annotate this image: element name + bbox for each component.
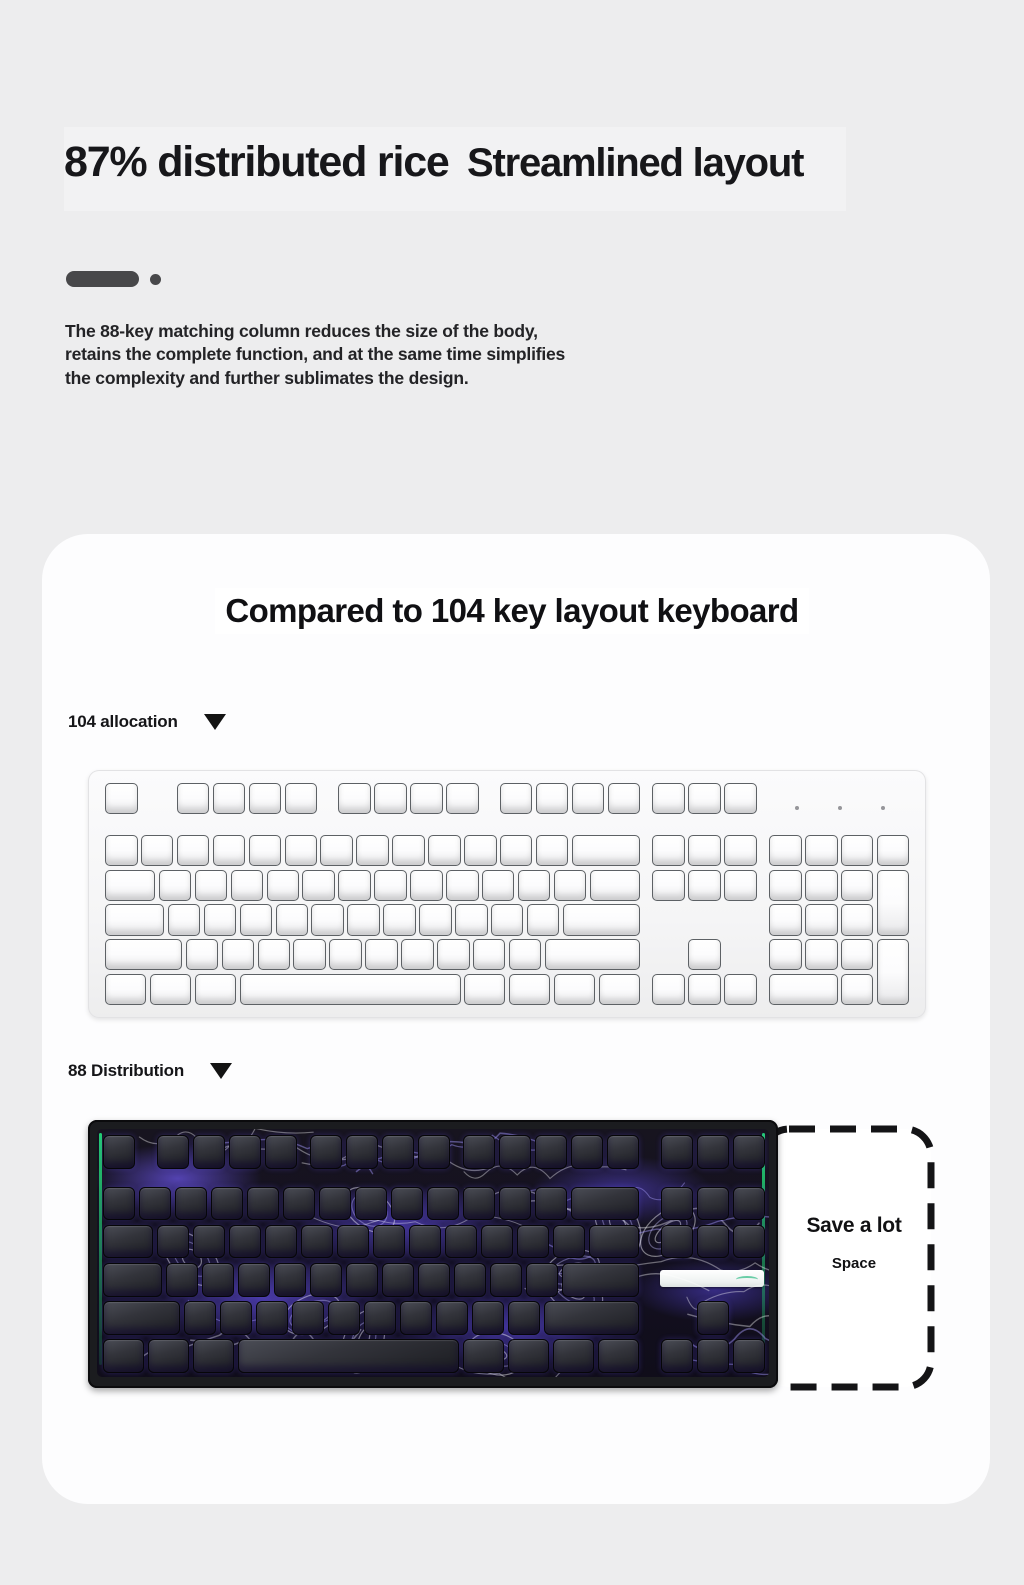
keycap: [571, 1187, 639, 1221]
keycap: [292, 1301, 324, 1335]
keycap: [544, 1301, 639, 1335]
keycap: [285, 835, 318, 866]
keycap: [455, 904, 488, 935]
keycap: [184, 1301, 216, 1335]
keycap: [535, 1135, 567, 1169]
keycap: [841, 835, 874, 866]
keycap: [177, 835, 210, 866]
hero-paragraph-line: retains the complete function, and at the same time simplifies: [65, 344, 566, 365]
keycap: [599, 974, 640, 1005]
keycap: [265, 1135, 297, 1169]
keycap: [105, 904, 164, 935]
keycap: [222, 939, 255, 970]
keycap: [724, 870, 757, 901]
badge-squiggle-mark: [736, 1276, 758, 1283]
keycap: [724, 974, 757, 1005]
keycap: [553, 1339, 594, 1373]
keycap: [231, 870, 264, 901]
keycap: [598, 1339, 639, 1373]
keycap: [428, 835, 461, 866]
keycap: [688, 939, 721, 970]
hero-paragraph: [65, 320, 725, 390]
green-accent-left: [99, 1133, 102, 1365]
keycap: [383, 904, 416, 935]
keycap: [103, 1187, 135, 1221]
keycap: [509, 939, 542, 970]
keycap: [193, 1135, 225, 1169]
label-88-text: 88 Distribution: [68, 1061, 185, 1080]
saved-space-line2: Space: [831, 1255, 877, 1272]
keycap: [382, 1263, 414, 1297]
keyboard-88-black: [88, 1120, 778, 1388]
keycap: [240, 904, 273, 935]
keycap: [427, 1187, 459, 1221]
keycap: [769, 939, 802, 970]
keycap: [103, 1301, 180, 1335]
keycap: [697, 1225, 729, 1259]
keycap: [168, 904, 201, 935]
keycap: [204, 904, 237, 935]
keycap: [571, 1135, 603, 1169]
keycap: [589, 1225, 639, 1259]
keycap: [499, 1187, 531, 1221]
keycap: [697, 1187, 729, 1221]
keycap: [526, 1263, 558, 1297]
keycap: [356, 835, 389, 866]
hero-paragraph-line: The 88-key matching column reduces the size of the body,: [65, 321, 538, 341]
keycap: [193, 1339, 234, 1373]
keycap: [202, 1263, 234, 1297]
keycap: [256, 1301, 288, 1335]
heading-left: 87% distributed rice: [64, 138, 449, 186]
keycap: [436, 1301, 468, 1335]
keycap: [419, 904, 452, 935]
keycap: [141, 835, 174, 866]
keycap: [527, 904, 560, 935]
keycap: [157, 1225, 189, 1259]
keycap: [652, 783, 685, 814]
keycap: [877, 870, 910, 936]
keycap: [401, 939, 434, 970]
keycap: [258, 939, 291, 970]
keycap: [805, 870, 838, 901]
keycap: [805, 904, 838, 935]
keycap: [724, 783, 757, 814]
keycap: [240, 974, 461, 1005]
keycap: [769, 870, 802, 901]
keycap: [733, 1187, 765, 1221]
keycap: [355, 1187, 387, 1221]
keycap: [499, 1135, 531, 1169]
keycap: [563, 904, 640, 935]
keycap: [697, 1301, 729, 1335]
keycap: [481, 1225, 513, 1259]
keycap: [302, 870, 335, 901]
keycap: [446, 870, 479, 901]
keycap: [229, 1225, 261, 1259]
keycap: [500, 783, 533, 814]
keycap: [508, 1301, 540, 1335]
keycap: [572, 783, 605, 814]
keycap: [105, 783, 138, 814]
keycap: [472, 1301, 504, 1335]
keycap: [553, 1225, 585, 1259]
keycap: [148, 1339, 189, 1373]
label-104-text: 104 allocation: [68, 712, 178, 731]
keycap: [238, 1263, 270, 1297]
keycap: [661, 1339, 693, 1373]
keycap: [490, 1263, 522, 1297]
keycap: [310, 1263, 342, 1297]
keycap: [157, 1135, 189, 1169]
indicator-led: [838, 806, 842, 810]
keycap: [103, 1135, 135, 1169]
keycap: [688, 783, 721, 814]
keycap: [195, 974, 236, 1005]
keycap: [418, 1135, 450, 1169]
keycap: [410, 783, 443, 814]
keycap: [500, 835, 533, 866]
keycap: [249, 783, 282, 814]
keycap: [661, 1135, 693, 1169]
keycap: [733, 1135, 765, 1169]
keyboard-88-plate: [97, 1129, 769, 1377]
keycap: [652, 835, 685, 866]
keycap: [841, 870, 874, 901]
keycap: [769, 974, 837, 1005]
keycap: [607, 1135, 639, 1169]
keycap: [175, 1187, 207, 1221]
keycap: [554, 974, 595, 1005]
keycap: [374, 870, 407, 901]
keycap: [166, 1263, 198, 1297]
keycap: [652, 974, 685, 1005]
keycap: [211, 1187, 243, 1221]
keycap: [213, 783, 246, 814]
keycap: [545, 939, 640, 970]
divider-pill: [66, 271, 139, 287]
dropdown-triangle-icon: [210, 1063, 232, 1079]
label-104-allocation: [68, 712, 226, 732]
keycap: [328, 1301, 360, 1335]
keycap: [391, 1187, 423, 1221]
keycap: [688, 835, 721, 866]
saved-space-line1: Save a lot: [806, 1214, 902, 1237]
keycap: [661, 1187, 693, 1221]
keycap: [139, 1187, 171, 1221]
indicator-led: [881, 806, 885, 810]
keycap: [293, 939, 326, 970]
keycap: [841, 974, 874, 1005]
keycap: [697, 1339, 729, 1373]
keycap: [463, 1339, 504, 1373]
keycap: [688, 974, 721, 1005]
keycap: [103, 1225, 153, 1259]
dropdown-triangle-icon: [204, 714, 226, 730]
keycap: [229, 1135, 261, 1169]
keycap: [329, 939, 362, 970]
keycap: [105, 870, 155, 901]
keycap: [249, 835, 282, 866]
keycap: [536, 783, 569, 814]
keycap: [319, 1187, 351, 1221]
keycap: [364, 1301, 396, 1335]
keycap: [437, 939, 470, 970]
label-88-distribution: [68, 1061, 232, 1081]
keycap: [400, 1301, 432, 1335]
keycap: [661, 1225, 693, 1259]
keycap: [373, 1225, 405, 1259]
keycap: [491, 904, 524, 935]
keycap: [688, 870, 721, 901]
keycap: [562, 1263, 639, 1297]
card-title-text: Compared to 104 key layout keyboard: [215, 588, 808, 634]
keycap: [382, 1135, 414, 1169]
keycap: [464, 835, 497, 866]
saved-space-caption: [778, 1214, 930, 1272]
keycap: [724, 835, 757, 866]
keyboard-104-white: [88, 770, 926, 1018]
keycap: [213, 835, 246, 866]
keycap: [283, 1187, 315, 1221]
keycap: [590, 870, 640, 901]
keycap: [554, 870, 587, 901]
keycap: [195, 870, 228, 901]
keycap: [374, 783, 407, 814]
keycap: [733, 1225, 765, 1259]
keycap: [193, 1225, 225, 1259]
indicator-led: [795, 806, 799, 810]
keycap: [463, 1187, 495, 1221]
keycap: [536, 835, 569, 866]
keycap: [365, 939, 398, 970]
keycap: [105, 939, 182, 970]
brand-badge-bar: [660, 1270, 764, 1287]
keycap: [274, 1263, 306, 1297]
heading-right: Streamlined layout: [467, 141, 804, 185]
keycap: [572, 835, 640, 866]
keycap: [769, 904, 802, 935]
keycap: [346, 1135, 378, 1169]
keycap: [337, 1225, 369, 1259]
keycap: [247, 1187, 279, 1221]
keycap: [509, 974, 550, 1005]
card-title: [0, 588, 1024, 634]
keycap: [159, 870, 192, 901]
hero-paragraph-line: the complexity and further sublimates the design.: [65, 367, 469, 388]
keycap: [267, 870, 300, 901]
keycap: [454, 1263, 486, 1297]
keycap: [105, 835, 138, 866]
keycap: [733, 1339, 765, 1373]
keycap: [517, 1225, 549, 1259]
keycap: [769, 835, 802, 866]
keycap: [320, 835, 353, 866]
keycap: [508, 1339, 549, 1373]
keycap: [265, 1225, 297, 1259]
keycap: [150, 974, 191, 1005]
keycap: [482, 870, 515, 901]
keycap: [238, 1339, 459, 1373]
keycap: [518, 870, 551, 901]
keycap: [311, 904, 344, 935]
keycap: [445, 1225, 477, 1259]
keycap: [697, 1135, 729, 1169]
divider-dot: [150, 274, 161, 285]
keycap: [285, 783, 318, 814]
keycap: [446, 783, 479, 814]
keycap: [186, 939, 219, 970]
keycap: [409, 1225, 441, 1259]
keycap: [473, 939, 506, 970]
keycap: [177, 783, 210, 814]
keycap: [338, 870, 371, 901]
keycap: [346, 1263, 378, 1297]
keycap: [464, 974, 505, 1005]
keycap: [418, 1263, 450, 1297]
keycap: [805, 835, 838, 866]
keycap: [301, 1225, 333, 1259]
keycap: [463, 1135, 495, 1169]
keycap: [535, 1187, 567, 1221]
keycap: [103, 1339, 144, 1373]
keycap: [805, 939, 838, 970]
keycap: [105, 974, 146, 1005]
keycap: [347, 904, 380, 935]
keycap: [410, 870, 443, 901]
keycap: [841, 939, 874, 970]
keycap: [220, 1301, 252, 1335]
keycap: [310, 1135, 342, 1169]
keycap: [877, 835, 910, 866]
keycap: [652, 870, 685, 901]
keycap: [841, 904, 874, 935]
keycap: [877, 939, 910, 1005]
keycap: [392, 835, 425, 866]
keycap: [103, 1263, 162, 1297]
keycap: [338, 783, 371, 814]
keycap: [276, 904, 309, 935]
keycap: [608, 783, 641, 814]
